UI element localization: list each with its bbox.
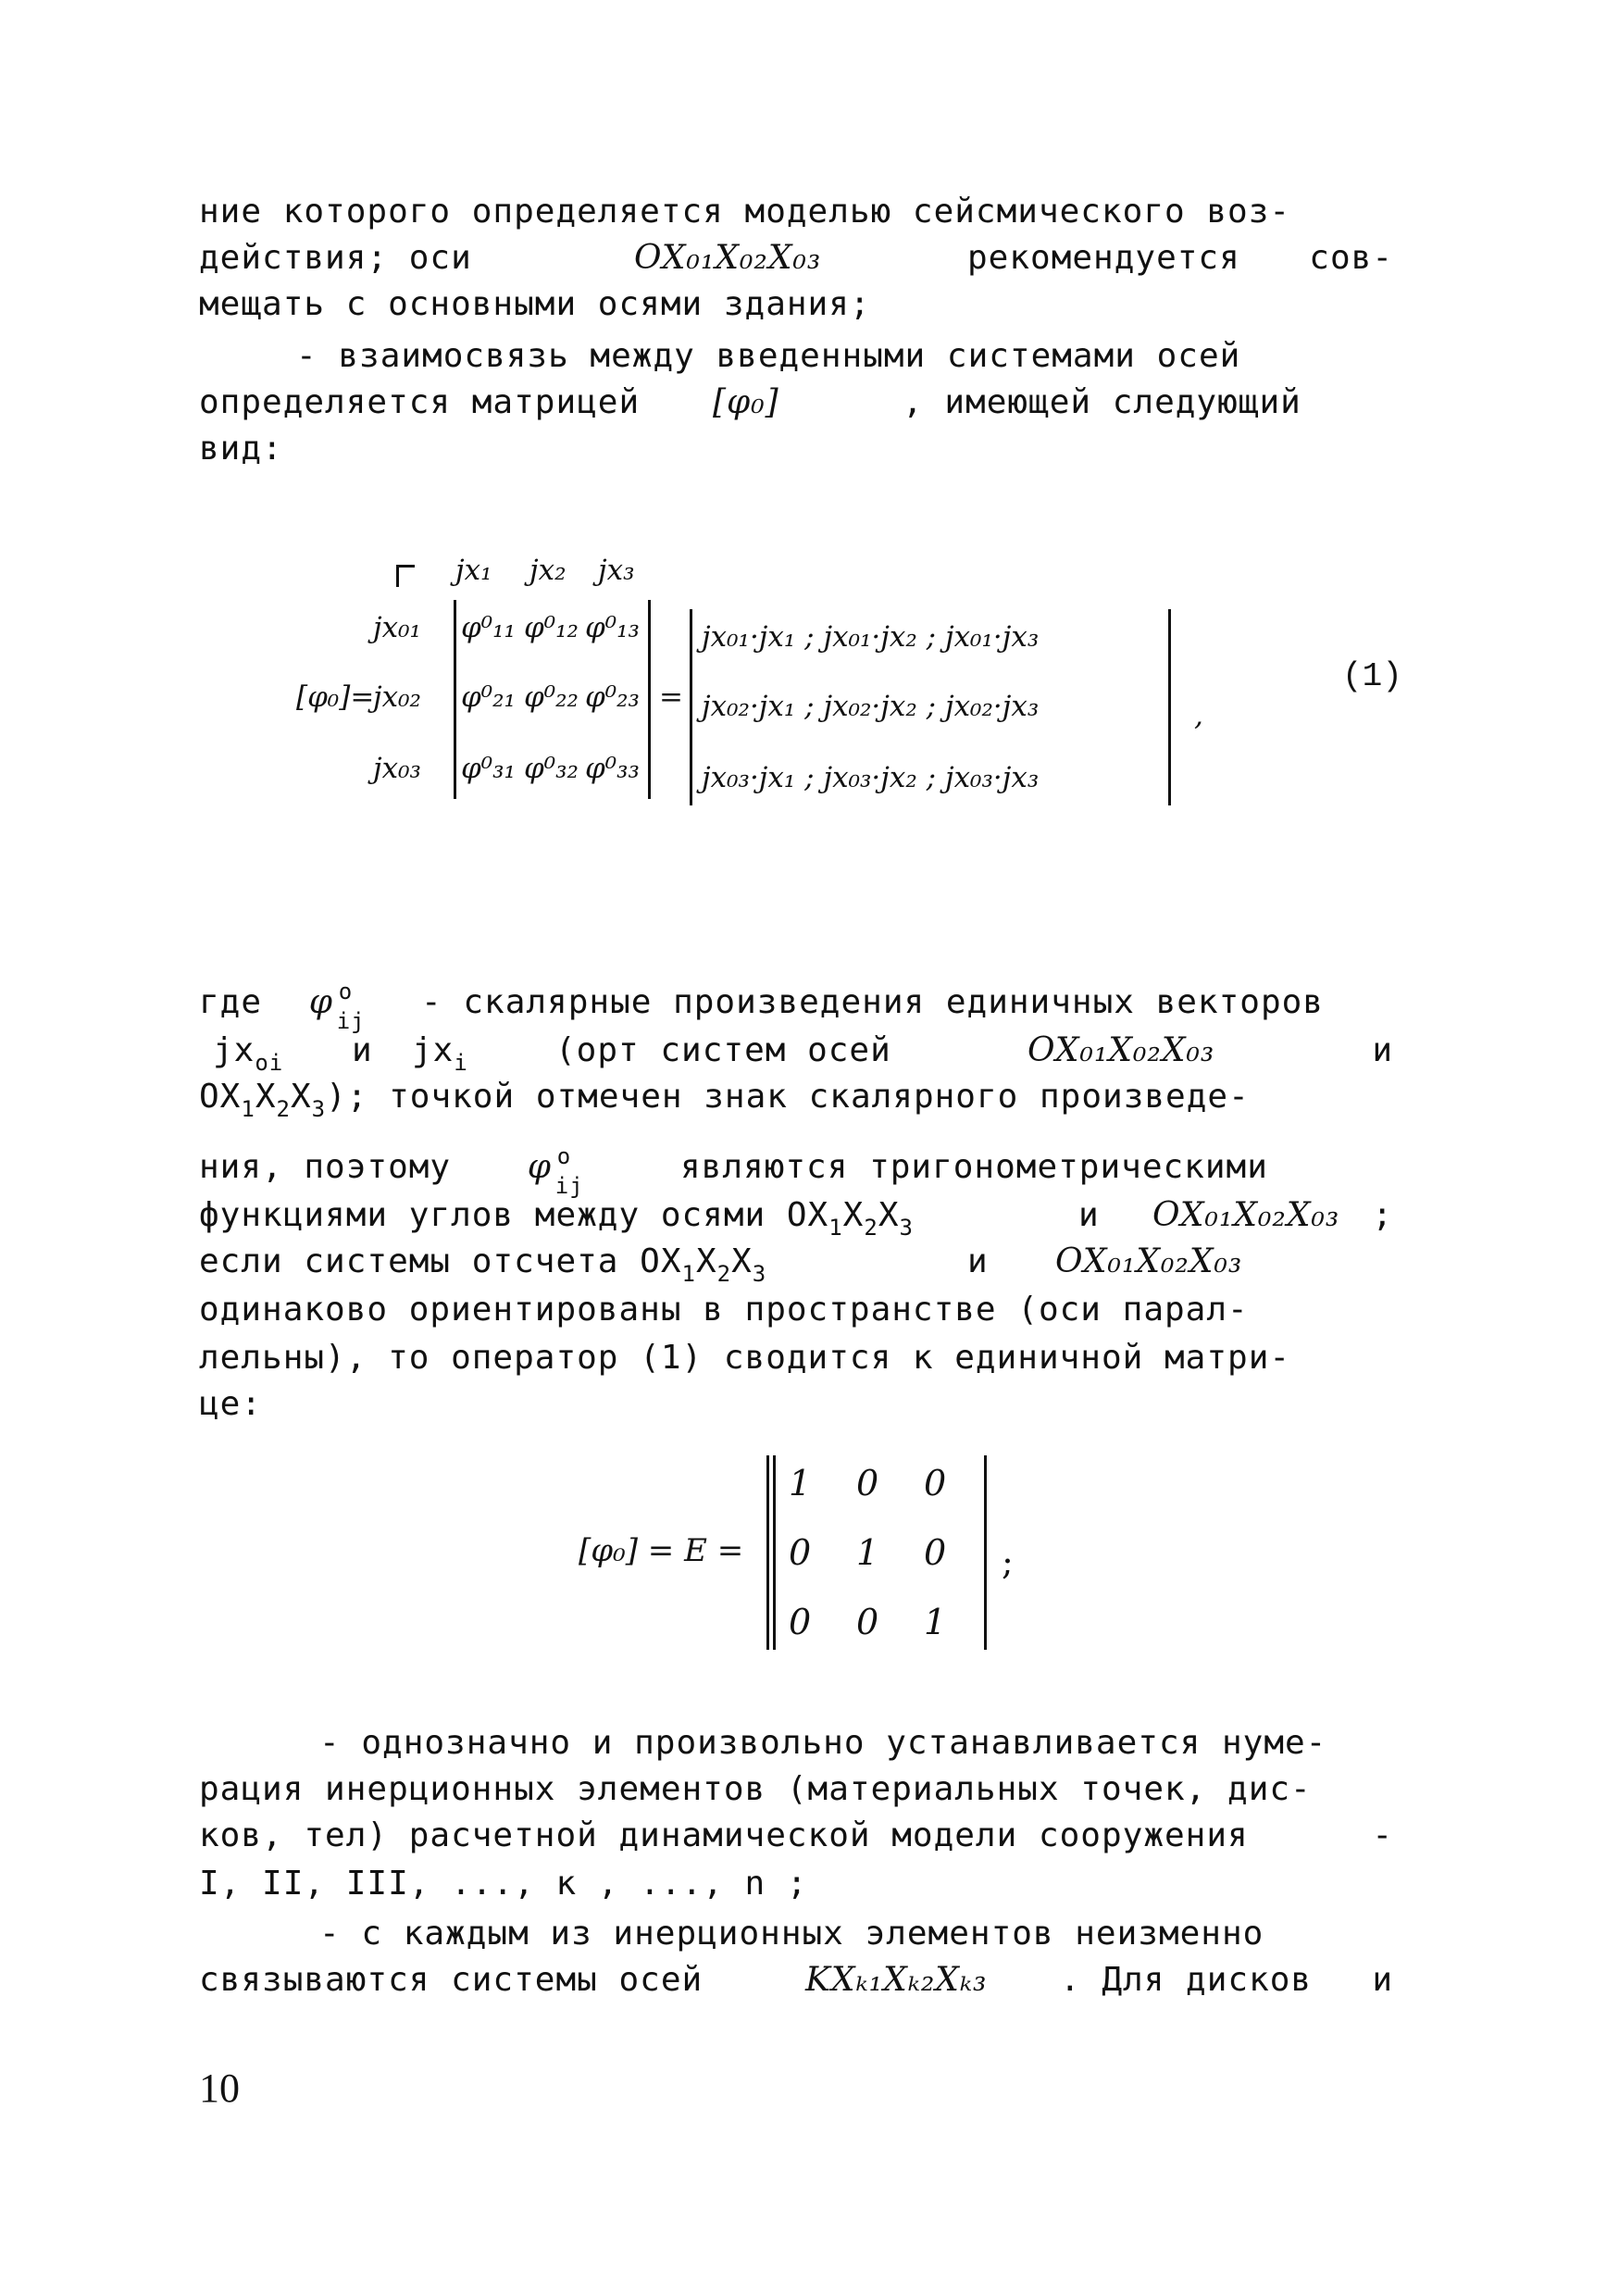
text-span: и [1372,1961,1393,1999]
text-span: (орт систем осей [555,1031,891,1069]
text-span: действия; оси [199,239,472,277]
text-line [199,1815,1393,1857]
equation-lhs: [φ₀] = E = [579,1532,744,1569]
row-header: jx₀₃ [373,752,421,785]
text-span: являются тригонометрическими [680,1148,1268,1186]
matrix-bar-right [984,1455,987,1650]
text-line [319,1722,1393,1765]
text-span: где [199,983,263,1021]
text-span: jx [213,1031,255,1069]
text-line [319,1913,1393,1955]
text-span: jx [412,1031,455,1069]
matrix-bar-right [648,600,651,799]
phi-sub: ij [336,1008,366,1034]
matrix-cell: φ⁰₃₁ [461,752,516,785]
subscript: i [454,1050,468,1076]
page-number: 10 [199,2065,240,2111]
text-span: це: [199,1385,263,1423]
matrix-cell: 1 [789,1463,812,1504]
text-span: одинаково ориентированы в пространстве (оси парал- [199,1291,1249,1329]
text-span: - взаимосвязь между введенными системами осей [296,337,1241,375]
comma: , [1194,699,1203,732]
text-span: ния, поэтому [199,1148,452,1186]
matrix-cell: 0 [789,1532,812,1573]
equation-number: (1) [1342,657,1402,695]
axes-label: OX₀₁X₀₂X₀₃ [634,239,822,277]
subscript: 1 [241,1096,255,1122]
text-span: и [352,1031,373,1069]
matrix-bar-left [454,600,456,799]
text-span: ков, тел) расчетной динамической модели сооружения [199,1816,1249,1854]
matrix-bar-left [690,609,692,805]
text-line [199,1241,1393,1295]
subscript: oi [255,1050,284,1076]
text-line [199,1337,1393,1379]
text-line [199,191,1393,233]
text-span: X [255,1078,277,1116]
text-span: и [1078,1196,1100,1234]
text-line [199,1959,1393,2002]
matrix-bar-left-inner [773,1455,776,1650]
text-span: и [967,1242,989,1280]
text-span: - [1372,1816,1393,1854]
corner-mark [396,565,415,568]
text-span: ние которого определяется моделью сейсмического воз- [199,193,1291,231]
matrix-cell: φ⁰₃₃ [585,752,640,785]
text-span: OX [199,1078,242,1116]
subscript: 1 [828,1215,843,1241]
phi-symbol [527,1143,584,1199]
matrix-cell: φ⁰₂₂ [524,680,579,714]
matrix-row: jx₀₃·jx₁ ; jx₀₃·jx₂ ; jx₀₃·jx₃ [702,761,1040,794]
matrix-name: [φ₀] [713,383,779,421]
semicolon: ; [1002,1541,1014,1582]
text-line [199,428,1393,470]
text-span: рация инерционных элементов (материальных точек, дис- [199,1770,1312,1808]
text-line [296,335,1393,378]
text-line [199,1768,1393,1811]
text-span: X [290,1078,312,1116]
text-span: определяется матрицей [199,383,641,421]
text-span: - с каждым из инерционных элементов неизменно [319,1915,1264,1953]
text-span: сов- [1309,239,1393,277]
matrix-bar-right [1168,609,1171,805]
phi-sup: o [338,979,354,1004]
matrix-cell: φ⁰₂₁ [461,680,516,714]
text-line [199,1289,1393,1331]
matrix-cell: φ⁰₁₁ [461,611,516,644]
corner-mark [396,565,399,587]
text-line [199,237,1393,280]
matrix-cell: φ⁰₂₃ [585,680,640,714]
subscript: 2 [716,1261,732,1287]
phi-symbol [308,979,366,1034]
text-span: - скалярные произведения единичных векторов [421,983,1324,1021]
subscript: 1 [681,1261,696,1287]
matrix-bar-left [766,1455,769,1650]
text-span: лельны), то оператор (1) сводится к единичной матри- [199,1339,1291,1377]
matrix-row: jx₀₁·jx₁ ; jx₀₁·jx₂ ; jx₀₁·jx₃ [702,620,1040,654]
text-span: - однозначно и произвольно устанавливается нуме- [319,1724,1327,1762]
equation-lhs: [φ₀]= [296,680,375,714]
text-span: и [1372,1031,1393,1069]
subscript: 2 [276,1096,291,1122]
text-span: X [842,1196,865,1234]
text-line [199,1863,1393,1905]
subscript: 3 [311,1096,327,1122]
matrix-cell: 0 [856,1463,879,1504]
subscript: 3 [899,1215,914,1241]
matrix-cell: φ⁰₁₂ [524,611,579,644]
text-span: , имеющей следующий [903,383,1301,421]
text-line [199,1143,1393,1199]
axes-label: OX₀₁X₀₂X₀₃ [1055,1242,1243,1280]
text-span: X [878,1196,900,1234]
matrix-cell: 0 [924,1532,947,1573]
text-span: X [731,1242,753,1280]
text-span: вид: [199,430,283,468]
subscript: 2 [864,1215,878,1241]
matrix-cell: 0 [924,1463,947,1504]
matrix-row: jx₀₂·jx₁ ; jx₀₂·jx₂ ; jx₀₂·jx₃ [702,690,1040,723]
text-span: функциями углов между осями OX [199,1196,829,1234]
subscript: 3 [752,1261,767,1287]
text-span: связываются системы осей [199,1961,704,1999]
text-span: ); точкой отмечен знак скалярного произведе- [326,1078,1250,1116]
col-header: jx₁ [455,554,492,587]
phi-sub: ij [554,1173,584,1199]
equals-sign: = [659,680,683,714]
phi-sup: o [556,1143,572,1169]
phi-glyph: φ [308,983,333,1021]
text-span: рекомендуется [967,239,1240,277]
col-header: jx₃ [598,554,635,587]
text-span: . Для дисков [1060,1961,1313,1999]
text-span: X [695,1242,717,1280]
matrix-cell: φ⁰₁₃ [585,611,640,644]
text-span: если системы отсчета OX [199,1242,682,1280]
matrix-cell: 1 [924,1602,947,1642]
text-line [199,283,1393,326]
matrix-cell: φ⁰₃₂ [524,752,579,785]
matrix-cell: 0 [856,1602,879,1642]
row-header: jx₀₂ [373,680,421,714]
text-line [199,1076,1393,1130]
axes-label: KXₖ₁Xₖ₂Xₖ₃ [805,1961,988,1999]
text-span: I, II, III, ..., к , ..., n ; [199,1865,808,1903]
phi-glyph: φ [527,1148,552,1186]
text-line [199,1383,1393,1426]
text-line [199,381,1393,424]
col-header: jx₂ [529,554,567,587]
matrix-cell: 1 [856,1532,879,1573]
text-span: мещать с основными осями здания; [199,285,871,323]
axes-label: OX₀₁X₀₂X₀₃ [1152,1196,1340,1234]
text-span: ; [1372,1196,1393,1234]
text-line [199,979,1393,1034]
row-header: jx₀₁ [373,611,421,644]
axes-label: OX₀₁X₀₂X₀₃ [1027,1031,1215,1069]
matrix-cell: 0 [789,1602,812,1642]
